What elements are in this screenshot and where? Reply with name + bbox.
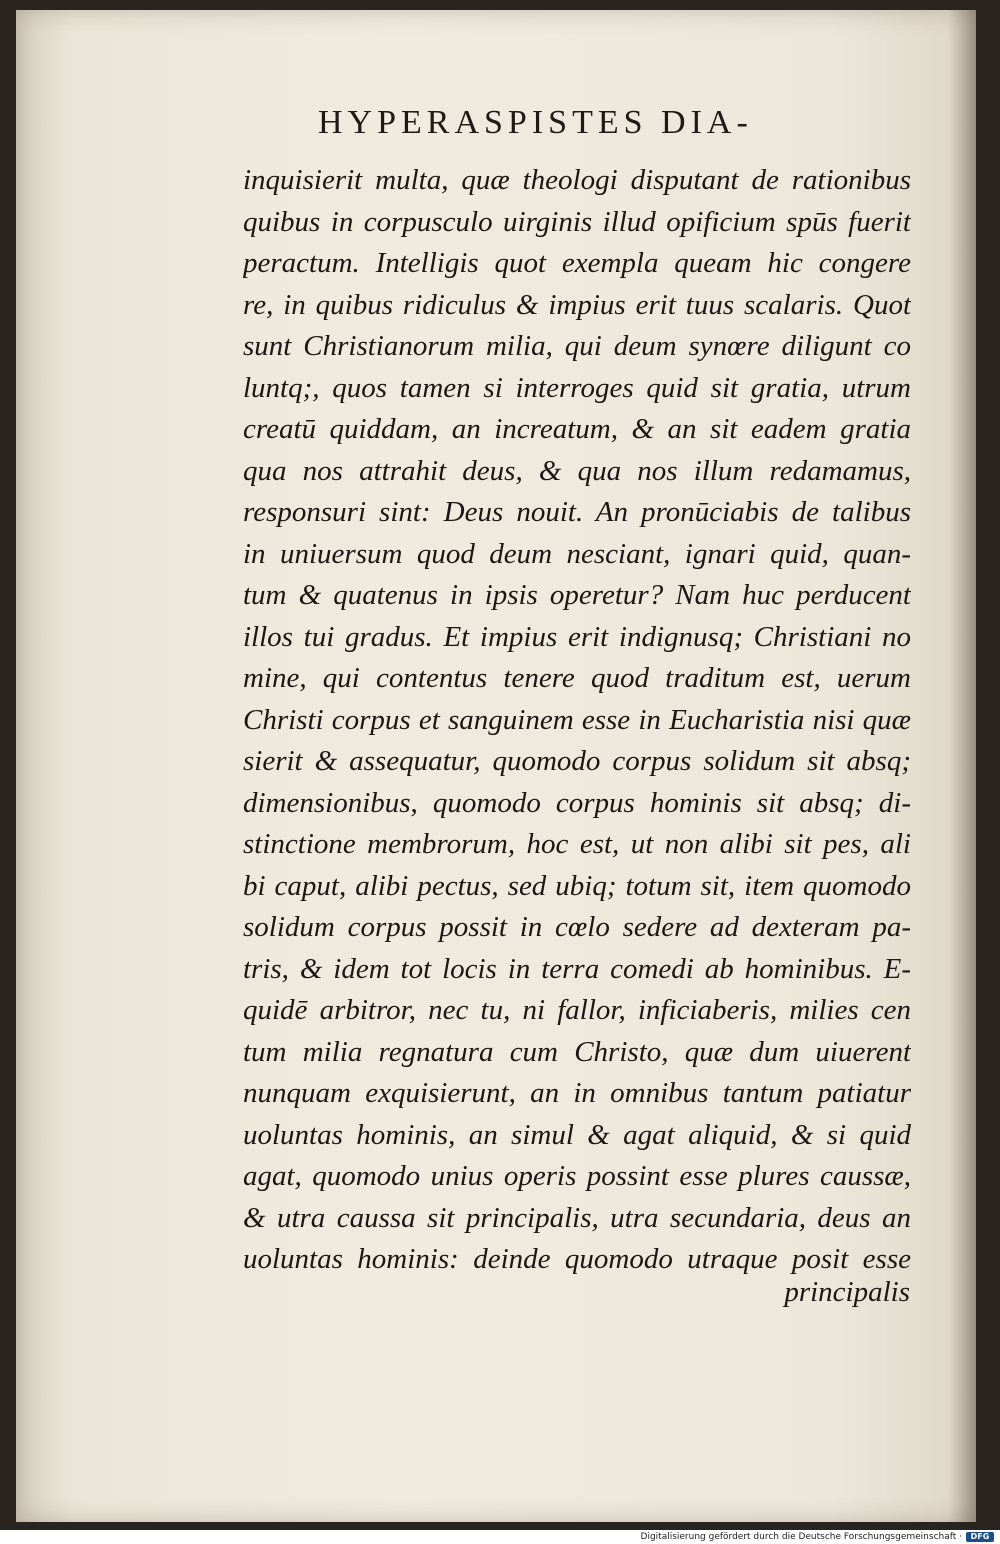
text-line: quidē arbitror, nec tu, ni fallor, inficiaberis, milies cen <box>243 994 911 1026</box>
text-line: nunquam exquisierunt, an in omnibus tantum patiatur <box>243 1077 911 1109</box>
text-line: mine, qui contentus tenere quod traditum est, uerum <box>243 662 911 694</box>
text-line: stinctione membrorum, hoc est, ut non alibi sit pes, ali <box>243 828 911 860</box>
text-line: responsuri sint: Deus nouit. An pronūciabis de talibus <box>243 496 911 528</box>
text-line: uoluntas hominis, an simul & agat aliquid, & si quid <box>243 1118 911 1151</box>
text-line: Christi corpus et sanguinem esse in Eucharistia nisi quæ <box>243 703 911 736</box>
text-line: qua nos attrahit deus, & qua nos illum redamamus, <box>243 454 911 487</box>
text-line: & utra caussa sit principalis, utra secundaria, deus an <box>243 1201 911 1234</box>
text-line: tris, & idem tot locis in terra comedi ab hominibus. E- <box>243 952 911 985</box>
text-line: sierit & assequatur, quomodo corpus solidum sit absq; <box>243 745 911 777</box>
funding-credit: Digitalisierung gefördert durch die Deutsche Forschungsgemeinschaft · <box>640 1532 962 1542</box>
text-line: luntq;, quos tamen si interroges quid sit gratia, utrum <box>243 371 911 404</box>
page-gutter-shadow <box>948 10 976 1522</box>
text-line: agat, quomodo unius operis possint esse plures caussæ, <box>243 1160 911 1192</box>
text-line: tum milia regnatura cum Christo, quæ dum uiuerent <box>243 1035 911 1068</box>
text-line: tum & quatenus in ipsis operetur? Nam huc perducent <box>243 579 911 611</box>
text-line: creatū quiddam, an increatum, & an sit eadem gratia <box>243 413 911 445</box>
text-line: inquisierit multa, quæ theologi disputant de rationibus <box>243 164 911 196</box>
text-line: uoluntas hominis: deinde quomodo utraque posit esse <box>243 1243 911 1275</box>
running-head: HYPERASPISTES DIA- <box>318 104 753 141</box>
text-line: illos tui gradus. Et impius erit indignusq; Christiani no <box>243 620 911 653</box>
text-line: re, in quibus ridiculus & impius erit tuus scalaris. Quot <box>243 288 911 321</box>
text-line: solidum corpus possit in cœlo sedere ad dexteram pa- <box>243 911 911 943</box>
text-line: bi caput, alibi pectus, sed ubiq; totum sit, item quomodo <box>243 869 911 902</box>
text-line: sunt Christianorum milia, qui deum synœre diligunt co <box>243 330 911 362</box>
body-text <box>243 160 911 1281</box>
text-line: dimensionibus, quomodo corpus hominis sit absq; di- <box>243 786 911 819</box>
text-line: peractum. Intelligis quot exempla queam hic congere <box>243 247 911 279</box>
text-line: in uniuersum quod deum nesciant, ignari quid, quan- <box>243 537 911 570</box>
catchword: principalis <box>784 1276 910 1308</box>
dfg-logo-icon: DFG <box>966 1532 994 1542</box>
footer-bar <box>0 1530 1000 1544</box>
text-line: quibus in corpusculo uirginis illud opificium spūs fuerit <box>243 205 911 238</box>
